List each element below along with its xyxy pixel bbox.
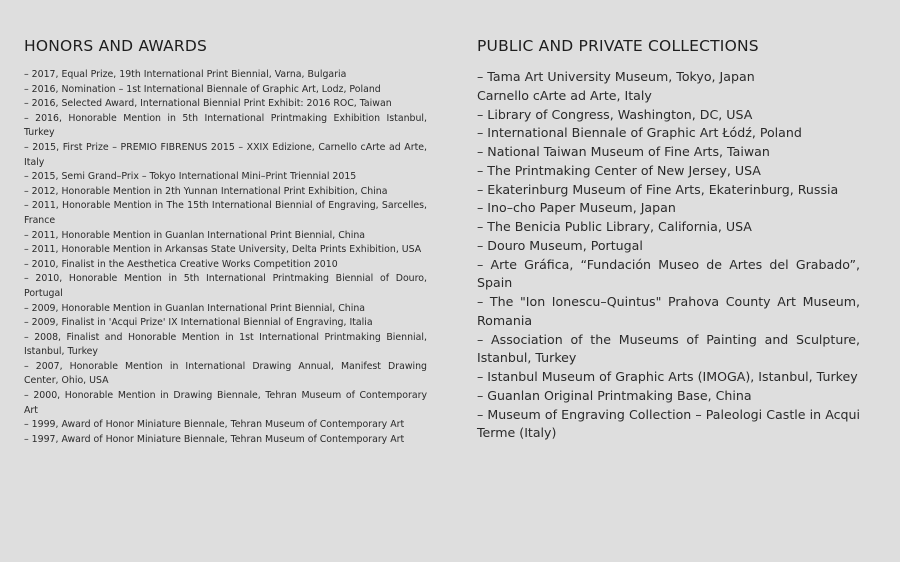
honor-item: – 2011, Honorable Mention in Arkansas State University, Delta Prints Exhibition, USA [24,244,422,256]
collection-item: – Douro Museum, Portugal [477,237,643,253]
honor-item: – 2016, Honorable Mention in 5th International Printmaking Exhibition Istanbul, Turkey [24,112,427,139]
honor-item: – 2007, Honorable Mention in International Drawing Annual, Manifest Drawing Center, Ohio, USA [24,360,427,387]
collection-item: – Ekaterinburg Museum of Fine Arts, Ekaterinburg, Russia [477,181,839,197]
collections-heading: PUBLIC AND PRIVATE COLLECTIONS [477,37,759,55]
collection-item: – Tama Art University Museum, Tokyo, Japan [477,69,755,84]
collection-item: – The Printmaking Center of New Jersey, USA [477,162,761,178]
honor-item: – 2016, Nomination – 1st International Biennale of Graphic Art, Lodz, Poland [24,83,381,95]
honor-item: – 2011, Honorable Mention in Guanlan International Print Biennial, China [24,229,366,241]
collection-item: – Ino–cho Paper Museum, Japan [477,200,676,216]
collections-list [477,68,860,443]
honor-item: – 2015, Semi Grand–Prix – Tokyo International Mini–Print Triennial 2015 [24,171,357,183]
honor-item: – 2016, Selected Award, International Biennial Print Exhibit: 2016 ROC, Taiwan [24,98,392,110]
collection-item: – Library of Congress, Washington, DC, USA [477,106,753,122]
honor-item: – 2015, First Prize – PREMIO FIBRENUS 2015 – XXIX Edizione, Carnello cArte ad Arte, Italy [24,141,427,168]
honor-item: – 2000, Honorable Mention in Drawing Biennale, Tehran Museum of Contemporary Art [24,390,427,416]
collection-item: – The "Ion Ionescu–Quintus" Prahova County Art Museum, Romania [477,294,860,328]
collection-item: – Istanbul Museum of Graphic Arts (IMOGA), Istanbul, Turkey [477,369,858,384]
honor-item: – 2010, Honorable Mention in 5th International Printmaking Biennial of Douro, Portugal [24,273,427,299]
collection-item: – The Benicia Public Library, California, USA [477,219,752,234]
collection-item: – Arte Gráfica, “Fundación Museo de Artes del Grabado”, Spain [477,256,860,291]
collection-item: – Guanlan Original Printmaking Base, China [477,387,752,403]
honor-item: – 2012, Honorable Mention in 2th Yunnan International Print Exhibition, China [24,185,388,197]
honors-section [24,36,427,447]
collection-item: – Museum of Engraving Collection – Paleologi Castle in Acqui Terme (Italy) [477,406,860,441]
collection-item: Carnello cArte ad Arte, Italy [477,87,652,103]
honor-item: – 2009, Honorable Mention in Guanlan International Print Biennial, China [24,302,366,314]
collections-section [477,36,860,443]
honor-item: – 1999, Award of Honor Miniature Biennale, Tehran Museum of Contemporary Art [24,419,405,431]
collection-item: – Association of the Museums of Painting and Sculpture, Istanbul, Turkey [477,331,860,366]
honor-item: – 2010, Finalist in the Aesthetica Creative Works Competition 2010 [24,258,338,270]
honors-heading: HONORS AND AWARDS [24,37,208,55]
honors-list [24,68,427,447]
honor-item: – 2009, Finalist in 'Acqui Prize' IX International Biennial of Engraving, Italia [24,317,373,329]
honor-item: – 2008, Finalist and Honorable Mention in 1st International Printmaking Biennial, Istanbul, Turkey [24,331,427,358]
honor-item: – 2017, Equal Prize, 19th International Print Biennial, Varna, Bulgaria [24,69,347,80]
collection-item: – National Taiwan Museum of Fine Arts, Taiwan [477,144,770,159]
honor-item: – 2011, Honorable Mention in The 15th International Biennial of Engraving, Sarcelles, France [24,200,427,226]
honor-item: – 1997, Award of Honor Miniature Biennale, Tehran Museum of Contemporary Art [24,433,405,445]
collection-item: – International Biennale of Graphic Art Łódź, Poland [477,125,802,141]
